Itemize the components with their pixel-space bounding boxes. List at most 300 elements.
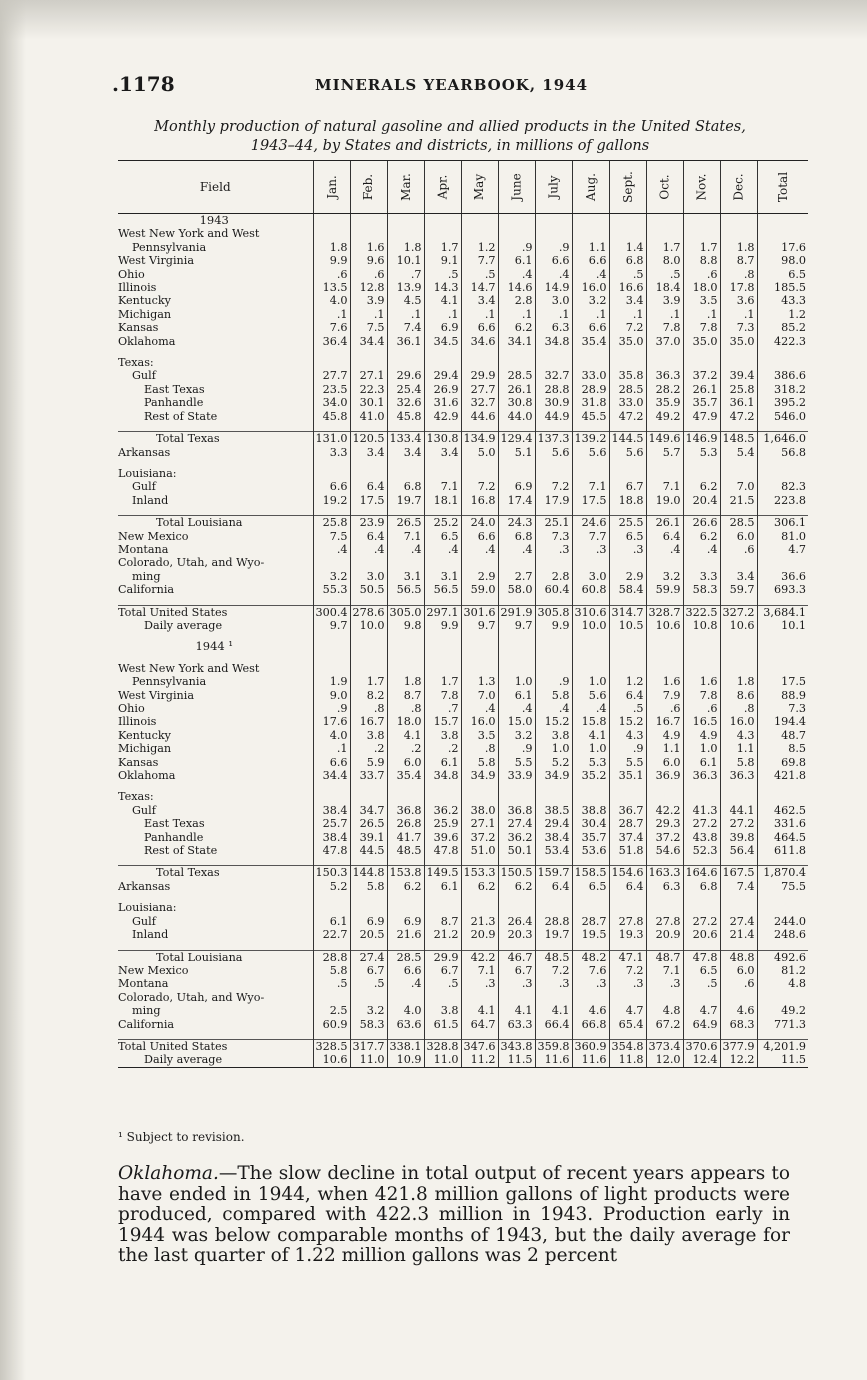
month-cell: 6.5 bbox=[683, 964, 720, 977]
month-cell: .4 bbox=[350, 543, 387, 556]
month-cell bbox=[498, 556, 535, 569]
month-cell bbox=[313, 227, 350, 240]
month-cell: 28.8 bbox=[313, 950, 350, 964]
month-cell: 6.1 bbox=[683, 756, 720, 769]
total-cell bbox=[757, 942, 808, 951]
month-cell bbox=[387, 227, 424, 240]
month-cell: 58.4 bbox=[609, 583, 646, 596]
month-cell: 8.7 bbox=[424, 915, 461, 928]
month-cell: 3.9 bbox=[646, 294, 683, 307]
total-cell: 611.8 bbox=[757, 844, 808, 857]
month-cell: 16.0 bbox=[572, 281, 609, 294]
month-cell bbox=[683, 901, 720, 914]
month-cell bbox=[683, 1031, 720, 1040]
month-cell bbox=[424, 214, 461, 228]
month-cell bbox=[720, 662, 757, 675]
total-cell bbox=[757, 654, 808, 662]
month-cell bbox=[350, 901, 387, 914]
spacer-row bbox=[118, 942, 808, 951]
month-cell: 19.7 bbox=[535, 928, 572, 941]
month-cell bbox=[572, 227, 609, 240]
total-cell bbox=[757, 1031, 808, 1040]
month-cell: 33.0 bbox=[609, 396, 646, 409]
month-cell: 6.3 bbox=[646, 880, 683, 893]
month-cell bbox=[350, 632, 387, 640]
table-row bbox=[118, 1053, 808, 1067]
month-cell bbox=[683, 214, 720, 228]
month-cell: 129.4 bbox=[498, 432, 535, 446]
month-cell: .4 bbox=[572, 702, 609, 715]
month-cell: .1 bbox=[387, 308, 424, 321]
table-row bbox=[118, 480, 808, 493]
month-cell: .1 bbox=[424, 308, 461, 321]
month-cell: 1.6 bbox=[683, 675, 720, 688]
month-cell bbox=[350, 214, 387, 228]
month-cell: 34.4 bbox=[313, 769, 350, 782]
month-cell bbox=[461, 662, 498, 675]
month-cell: 6.0 bbox=[720, 964, 757, 977]
month-cell bbox=[572, 507, 609, 516]
row-label bbox=[118, 782, 313, 790]
month-cell: 322.5 bbox=[683, 605, 720, 619]
row-label: ming bbox=[132, 569, 161, 583]
month-cell: 6.0 bbox=[646, 756, 683, 769]
month-cell: 11.8 bbox=[609, 1053, 646, 1067]
table-row bbox=[118, 241, 808, 254]
month-cell: 6.5 bbox=[572, 880, 609, 893]
spacer-row bbox=[118, 1031, 808, 1040]
row-label: Texas: bbox=[118, 790, 154, 804]
month-cell: 25.1 bbox=[535, 516, 572, 530]
month-cell: 33.7 bbox=[350, 769, 387, 782]
total-cell: 6.5 bbox=[757, 268, 808, 281]
month-cell: .2 bbox=[350, 742, 387, 755]
month-cell bbox=[461, 942, 498, 951]
month-cell bbox=[313, 1031, 350, 1040]
month-cell bbox=[609, 1031, 646, 1040]
month-cell bbox=[572, 901, 609, 914]
month-cell: 6.8 bbox=[387, 480, 424, 493]
month-cell bbox=[461, 227, 498, 240]
month-cell bbox=[572, 790, 609, 803]
month-cell: .1 bbox=[646, 308, 683, 321]
row-label: Pennsylvania bbox=[132, 240, 207, 254]
total-cell: 223.8 bbox=[757, 494, 808, 507]
table-row bbox=[118, 756, 808, 769]
month-cell bbox=[350, 348, 387, 356]
month-cell bbox=[461, 597, 498, 606]
month-cell bbox=[720, 942, 757, 951]
table-row bbox=[118, 543, 808, 556]
month-cell bbox=[424, 459, 461, 467]
month-cell: .4 bbox=[498, 543, 535, 556]
month-cell: .4 bbox=[313, 543, 350, 556]
month-cell bbox=[350, 507, 387, 516]
spacer-row bbox=[118, 782, 808, 790]
month-cell: 10.6 bbox=[720, 619, 757, 632]
month-cell: .4 bbox=[535, 702, 572, 715]
row-label: Kansas bbox=[118, 755, 159, 769]
total-cell bbox=[757, 857, 808, 866]
column-header-field: Field bbox=[118, 161, 313, 214]
month-cell: .4 bbox=[683, 543, 720, 556]
month-cell: 19.0 bbox=[646, 494, 683, 507]
total-cell: 56.8 bbox=[757, 446, 808, 459]
month-cell: 354.8 bbox=[609, 1039, 646, 1053]
month-cell: 21.5 bbox=[720, 494, 757, 507]
month-cell: 25.2 bbox=[424, 516, 461, 530]
month-cell: 7.1 bbox=[461, 964, 498, 977]
month-cell: .6 bbox=[683, 702, 720, 715]
month-cell bbox=[387, 507, 424, 516]
total-cell: 318.2 bbox=[757, 383, 808, 396]
month-cell: 47.8 bbox=[683, 950, 720, 964]
month-cell: 3.2 bbox=[572, 294, 609, 307]
row-label: West New York and West bbox=[118, 661, 260, 675]
month-cell: 6.4 bbox=[609, 689, 646, 702]
year-row bbox=[118, 214, 808, 228]
month-cell: 6.2 bbox=[387, 880, 424, 893]
month-cell: 26.1 bbox=[498, 383, 535, 396]
month-cell bbox=[424, 942, 461, 951]
month-cell bbox=[313, 214, 350, 228]
month-cell: .6 bbox=[683, 268, 720, 281]
month-cell bbox=[387, 467, 424, 480]
row-label: 1944 ¹ bbox=[195, 640, 234, 654]
month-cell: 59.0 bbox=[461, 583, 498, 596]
month-cell bbox=[313, 556, 350, 569]
table-row bbox=[118, 268, 808, 281]
month-cell: 1.7 bbox=[683, 241, 720, 254]
month-cell: 3.8 bbox=[424, 1004, 461, 1017]
month-cell: 17.6 bbox=[313, 715, 350, 728]
month-cell: 34.6 bbox=[461, 335, 498, 348]
month-cell: 5.6 bbox=[609, 446, 646, 459]
total-cell: 421.8 bbox=[757, 769, 808, 782]
month-cell: 27.7 bbox=[461, 383, 498, 396]
month-cell: 66.8 bbox=[572, 1018, 609, 1031]
month-cell: 38.4 bbox=[313, 804, 350, 817]
month-cell bbox=[350, 556, 387, 569]
month-cell bbox=[535, 901, 572, 914]
month-cell: 154.6 bbox=[609, 866, 646, 880]
month-cell: 4.8 bbox=[646, 1004, 683, 1017]
month-cell: 26.8 bbox=[387, 817, 424, 830]
month-cell bbox=[572, 467, 609, 480]
table-row bbox=[118, 831, 808, 844]
month-cell bbox=[461, 654, 498, 662]
month-cell bbox=[313, 459, 350, 467]
month-cell bbox=[461, 556, 498, 569]
month-cell bbox=[313, 857, 350, 866]
month-cell bbox=[646, 214, 683, 228]
month-cell: 15.2 bbox=[535, 715, 572, 728]
month-cell: 2.8 bbox=[535, 570, 572, 583]
running-head: MINERALS YEARBOOK, 1944 bbox=[315, 76, 589, 94]
month-cell: 5.5 bbox=[498, 756, 535, 769]
month-cell: 1.8 bbox=[313, 241, 350, 254]
month-cell: 6.4 bbox=[350, 530, 387, 543]
month-cell bbox=[461, 1031, 498, 1040]
month-cell bbox=[609, 556, 646, 569]
month-cell: 35.8 bbox=[609, 369, 646, 382]
month-cell: 32.7 bbox=[535, 369, 572, 382]
table-row bbox=[118, 583, 808, 596]
month-cell bbox=[609, 654, 646, 662]
month-cell: 45.8 bbox=[387, 410, 424, 423]
month-cell bbox=[683, 467, 720, 480]
month-cell bbox=[683, 348, 720, 356]
month-cell bbox=[498, 790, 535, 803]
month-cell: 5.9 bbox=[350, 756, 387, 769]
month-cell: 6.1 bbox=[313, 915, 350, 928]
month-cell bbox=[683, 942, 720, 951]
month-cell: 13.9 bbox=[387, 281, 424, 294]
month-cell: 150.5 bbox=[498, 866, 535, 880]
month-cell: 4.9 bbox=[683, 729, 720, 742]
month-cell: 6.9 bbox=[350, 915, 387, 928]
month-cell: 377.9 bbox=[720, 1039, 757, 1053]
month-cell bbox=[646, 632, 683, 640]
month-cell bbox=[313, 356, 350, 369]
month-cell bbox=[646, 942, 683, 951]
month-cell bbox=[424, 423, 461, 432]
month-cell: 34.1 bbox=[498, 335, 535, 348]
month-cell: 30.4 bbox=[572, 817, 609, 830]
month-cell: 55.3 bbox=[313, 583, 350, 596]
month-cell: .3 bbox=[609, 977, 646, 990]
month-cell bbox=[387, 597, 424, 606]
column-header-label: Dec. bbox=[731, 173, 746, 201]
month-cell: 14.9 bbox=[535, 281, 572, 294]
table-row bbox=[118, 530, 808, 543]
row-label bbox=[118, 597, 313, 606]
month-cell: 30.8 bbox=[498, 396, 535, 409]
month-cell: 12.2 bbox=[720, 1053, 757, 1067]
month-cell bbox=[572, 640, 609, 653]
column-header-nov bbox=[683, 161, 720, 214]
month-cell: 317.7 bbox=[350, 1039, 387, 1053]
month-cell bbox=[572, 857, 609, 866]
month-cell bbox=[313, 654, 350, 662]
month-cell: 6.6 bbox=[461, 321, 498, 334]
month-cell: 31.8 bbox=[572, 396, 609, 409]
month-cell: 3.0 bbox=[350, 570, 387, 583]
total-cell: 771.3 bbox=[757, 1018, 808, 1031]
month-cell: .1 bbox=[535, 308, 572, 321]
total-cell bbox=[757, 459, 808, 467]
row-label: Inland bbox=[132, 928, 169, 942]
month-cell: 20.5 bbox=[350, 928, 387, 941]
month-cell: 67.2 bbox=[646, 1018, 683, 1031]
month-cell: 21.2 bbox=[424, 928, 461, 941]
table-row bbox=[118, 675, 808, 688]
month-cell bbox=[720, 507, 757, 516]
month-cell: 39.4 bbox=[720, 369, 757, 382]
month-cell: 50.5 bbox=[350, 583, 387, 596]
month-cell bbox=[609, 857, 646, 866]
table-row bbox=[118, 991, 808, 1004]
month-cell: 9.9 bbox=[313, 254, 350, 267]
total-cell: 75.5 bbox=[757, 880, 808, 893]
month-cell bbox=[313, 782, 350, 790]
month-cell: 6.2 bbox=[683, 480, 720, 493]
month-cell: 1.7 bbox=[646, 241, 683, 254]
month-cell: 27.1 bbox=[350, 369, 387, 382]
month-cell: 34.7 bbox=[350, 804, 387, 817]
row-label: California bbox=[118, 1017, 175, 1031]
month-cell bbox=[350, 640, 387, 653]
month-cell: 297.1 bbox=[424, 605, 461, 619]
month-cell bbox=[461, 640, 498, 653]
month-cell: 4.3 bbox=[609, 729, 646, 742]
month-cell: 4.0 bbox=[313, 294, 350, 307]
month-cell: .7 bbox=[424, 702, 461, 715]
month-cell: 14.7 bbox=[461, 281, 498, 294]
month-cell: 3.8 bbox=[535, 729, 572, 742]
subtotal-row bbox=[118, 516, 808, 530]
table-row bbox=[118, 901, 808, 914]
month-cell bbox=[720, 991, 757, 1004]
month-cell bbox=[387, 893, 424, 901]
month-cell bbox=[609, 632, 646, 640]
year-row bbox=[118, 640, 808, 653]
total-cell: 43.3 bbox=[757, 294, 808, 307]
table-row bbox=[118, 769, 808, 782]
month-cell bbox=[683, 893, 720, 901]
month-cell: 26.4 bbox=[498, 915, 535, 928]
month-cell bbox=[313, 467, 350, 480]
month-cell: 47.2 bbox=[609, 410, 646, 423]
month-cell bbox=[498, 507, 535, 516]
month-cell: 36.1 bbox=[387, 335, 424, 348]
month-cell: 1.6 bbox=[646, 675, 683, 688]
month-cell bbox=[572, 556, 609, 569]
month-cell bbox=[609, 467, 646, 480]
month-cell: 1.8 bbox=[387, 241, 424, 254]
month-cell bbox=[609, 356, 646, 369]
month-cell: 24.3 bbox=[498, 516, 535, 530]
month-cell: 16.6 bbox=[609, 281, 646, 294]
month-cell bbox=[683, 654, 720, 662]
row-label bbox=[118, 507, 313, 516]
table-row bbox=[118, 446, 808, 459]
month-cell: 38.5 bbox=[535, 804, 572, 817]
month-cell bbox=[313, 640, 350, 653]
month-cell bbox=[646, 423, 683, 432]
month-cell: .3 bbox=[535, 977, 572, 990]
month-cell: .8 bbox=[461, 742, 498, 755]
month-cell bbox=[498, 893, 535, 901]
month-cell: .4 bbox=[387, 977, 424, 990]
month-cell: 3.5 bbox=[461, 729, 498, 742]
month-cell: 130.8 bbox=[424, 432, 461, 446]
table-row bbox=[118, 383, 808, 396]
month-cell: 5.3 bbox=[572, 756, 609, 769]
row-label bbox=[118, 857, 313, 866]
month-cell: 10.9 bbox=[387, 1053, 424, 1067]
row-label: New Mexico bbox=[118, 529, 189, 543]
month-cell: 36.3 bbox=[720, 769, 757, 782]
month-cell bbox=[646, 790, 683, 803]
month-cell: 6.8 bbox=[498, 530, 535, 543]
month-cell: 4.5 bbox=[387, 294, 424, 307]
month-cell bbox=[609, 893, 646, 901]
row-label: Michigan bbox=[118, 742, 172, 756]
month-cell: 56.5 bbox=[424, 583, 461, 596]
total-cell bbox=[757, 227, 808, 240]
total-cell bbox=[757, 423, 808, 432]
table-row bbox=[118, 844, 808, 857]
total-cell: 4.8 bbox=[757, 977, 808, 990]
month-cell bbox=[720, 632, 757, 640]
month-cell bbox=[387, 662, 424, 675]
month-cell: 44.1 bbox=[720, 804, 757, 817]
month-cell: 14.6 bbox=[498, 281, 535, 294]
month-cell: .5 bbox=[424, 977, 461, 990]
month-cell: 5.5 bbox=[609, 756, 646, 769]
month-cell: .4 bbox=[424, 543, 461, 556]
month-cell: 1.7 bbox=[350, 675, 387, 688]
month-cell bbox=[498, 782, 535, 790]
month-cell bbox=[720, 893, 757, 901]
month-cell bbox=[646, 782, 683, 790]
month-cell bbox=[535, 654, 572, 662]
month-cell: .5 bbox=[609, 702, 646, 715]
total-cell: 17.6 bbox=[757, 241, 808, 254]
month-cell: 28.5 bbox=[498, 369, 535, 382]
row-label: Daily average bbox=[144, 618, 223, 632]
month-cell: 6.8 bbox=[609, 254, 646, 267]
month-cell: .4 bbox=[646, 543, 683, 556]
row-label: Arkansas bbox=[118, 445, 171, 459]
month-cell: .1 bbox=[572, 308, 609, 321]
column-header-label: Sept. bbox=[620, 171, 635, 203]
month-cell bbox=[720, 782, 757, 790]
month-cell: 11.6 bbox=[572, 1053, 609, 1067]
month-cell bbox=[387, 556, 424, 569]
month-cell: 3.4 bbox=[609, 294, 646, 307]
month-cell: 11.0 bbox=[350, 1053, 387, 1067]
month-cell: 12.8 bbox=[350, 281, 387, 294]
month-cell: 25.8 bbox=[313, 516, 350, 530]
month-cell: 6.4 bbox=[535, 880, 572, 893]
month-cell: 5.6 bbox=[572, 446, 609, 459]
month-cell bbox=[535, 214, 572, 228]
month-cell: 27.2 bbox=[720, 817, 757, 830]
month-cell: 45.5 bbox=[572, 410, 609, 423]
month-cell: .3 bbox=[498, 977, 535, 990]
month-cell bbox=[609, 662, 646, 675]
month-cell: 19.2 bbox=[313, 494, 350, 507]
month-cell bbox=[683, 423, 720, 432]
row-label bbox=[118, 942, 313, 951]
month-cell: 4.0 bbox=[387, 1004, 424, 1017]
column-header-dec bbox=[720, 161, 757, 214]
column-header-sept bbox=[609, 161, 646, 214]
month-cell bbox=[424, 556, 461, 569]
month-cell: 42.2 bbox=[646, 804, 683, 817]
row-label: Daily average bbox=[118, 1053, 313, 1067]
month-cell bbox=[572, 654, 609, 662]
month-cell: 6.7 bbox=[498, 964, 535, 977]
month-cell: 146.9 bbox=[683, 432, 720, 446]
month-cell: 16.7 bbox=[350, 715, 387, 728]
row-label: Gulf bbox=[132, 369, 156, 383]
month-cell bbox=[350, 356, 387, 369]
month-cell: 32.7 bbox=[461, 396, 498, 409]
month-cell: 150.3 bbox=[313, 866, 350, 880]
